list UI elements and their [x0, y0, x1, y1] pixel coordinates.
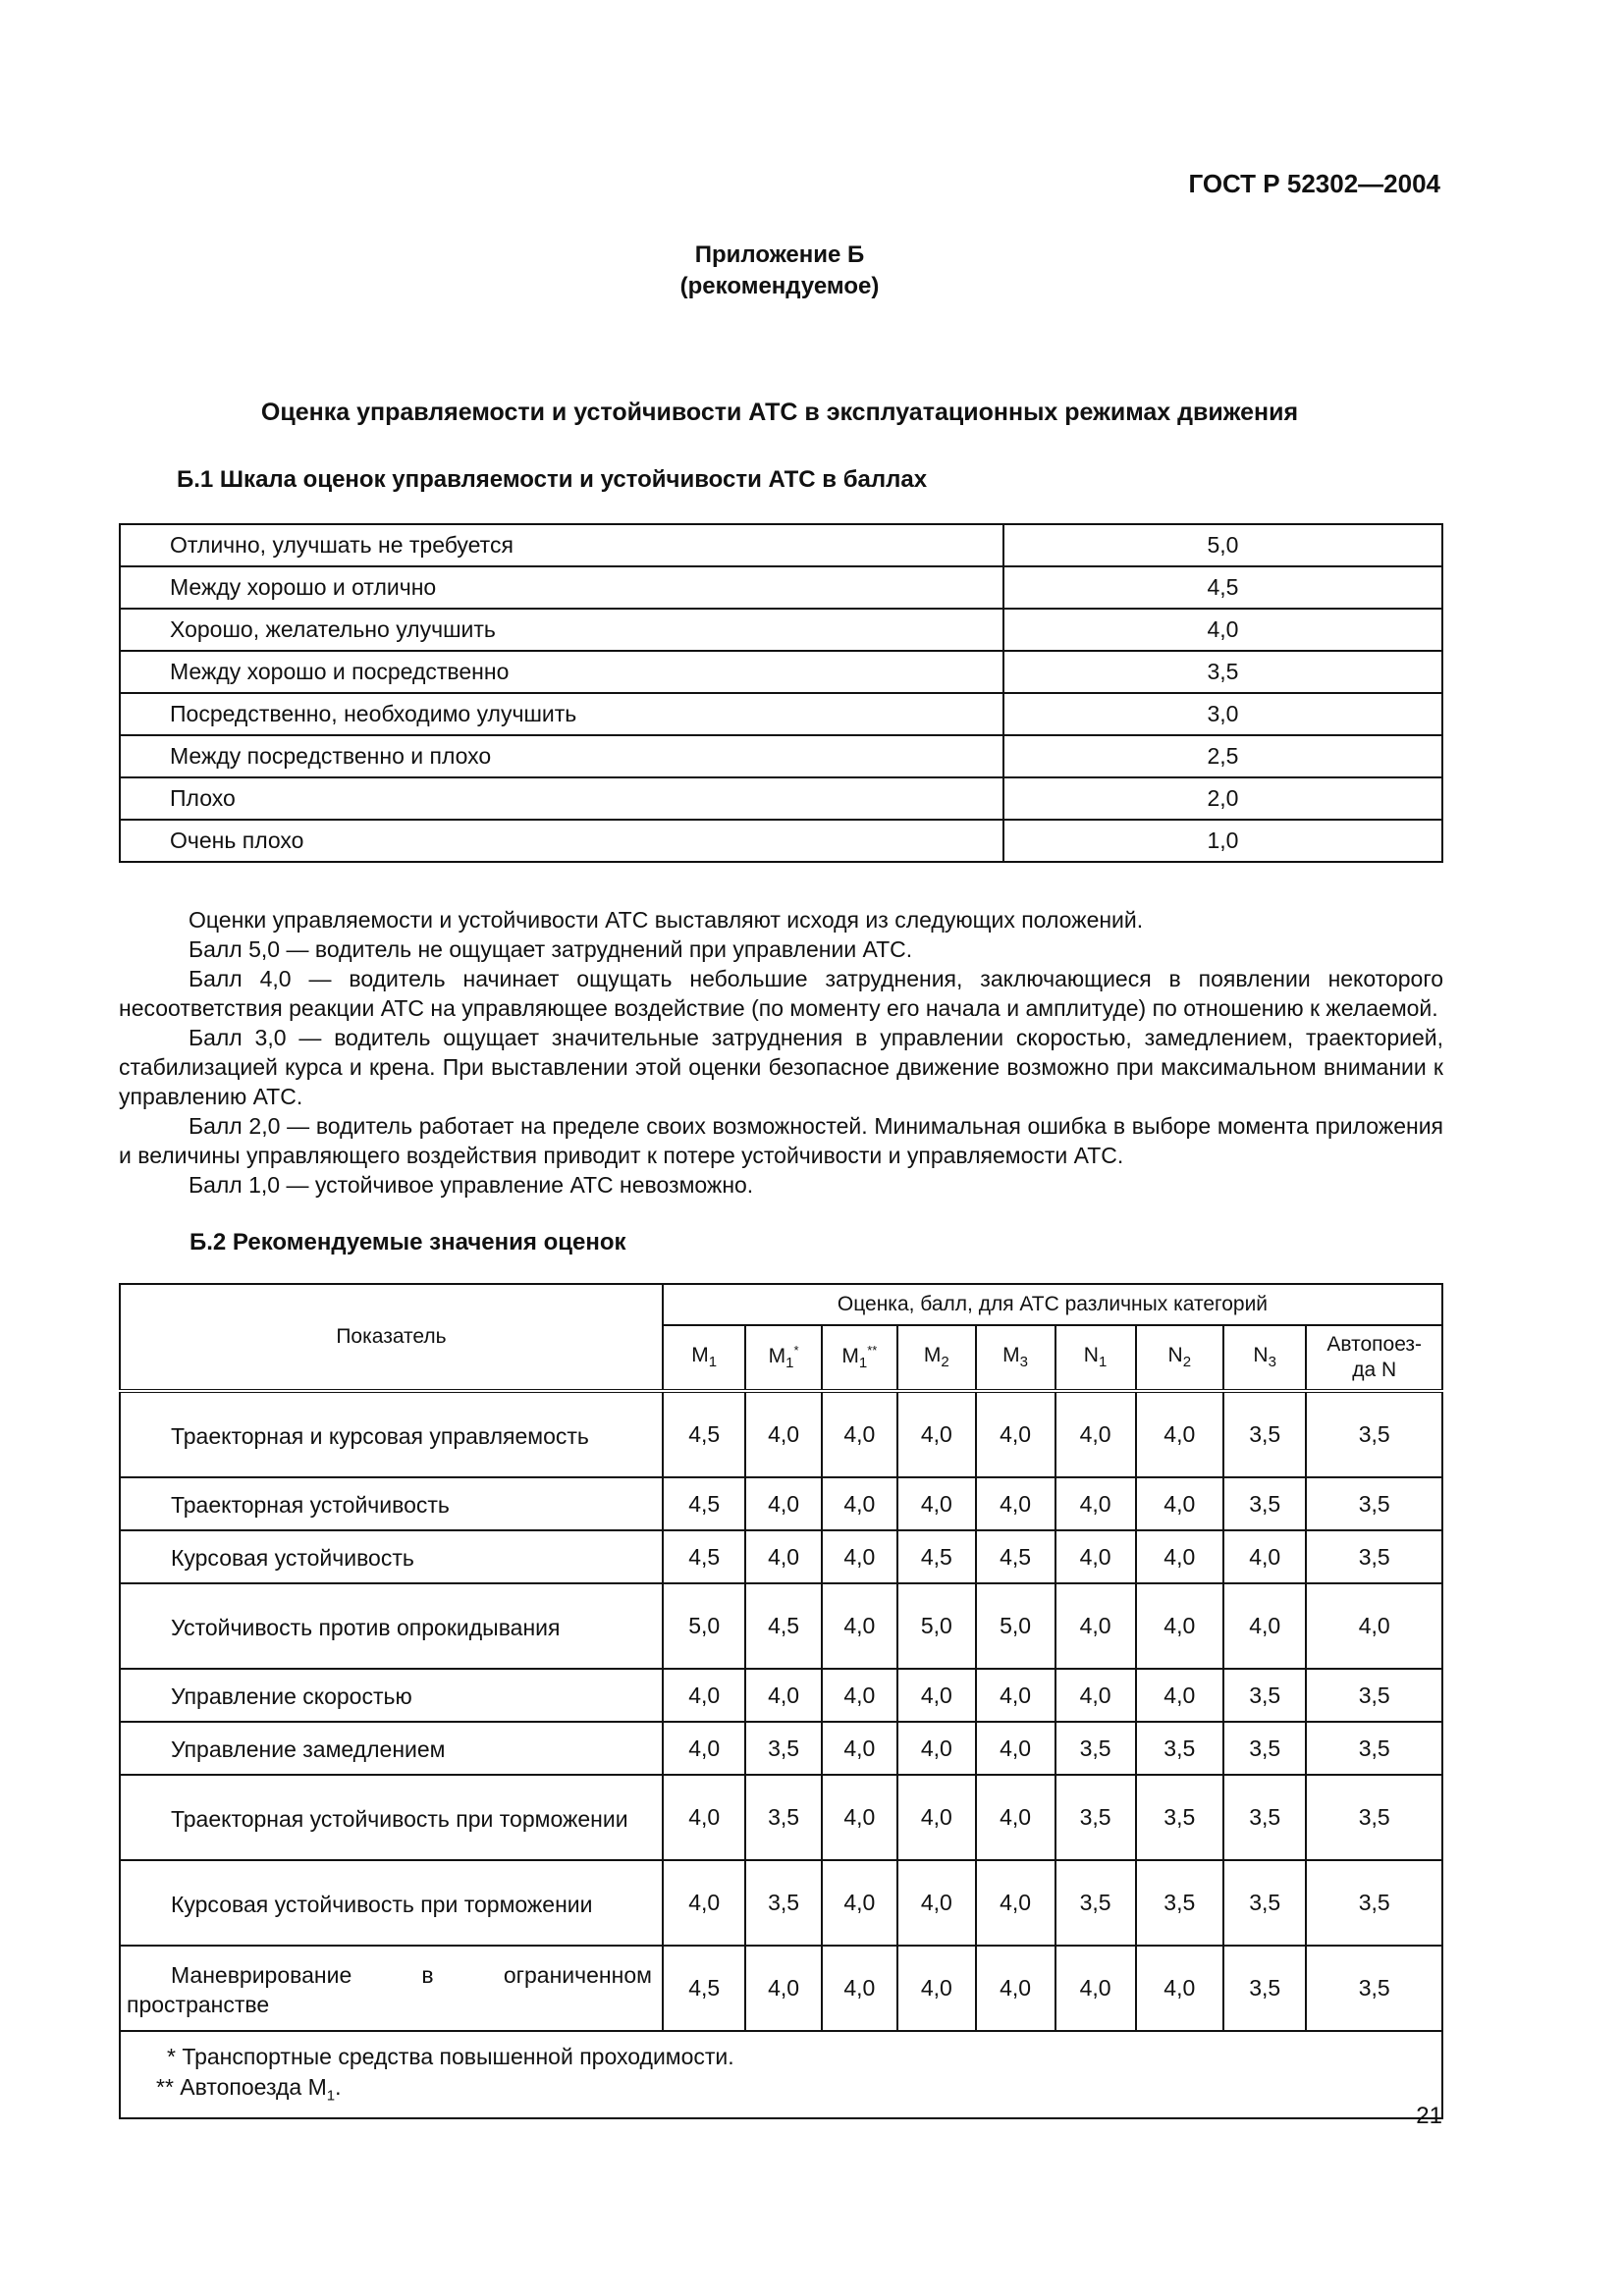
scale-row [120, 524, 1442, 566]
footnote-subscript: 1 [326, 2087, 336, 2105]
table-row [120, 1583, 1442, 1669]
score-cell: 4,5 [663, 1391, 746, 1477]
scale-value: 1,0 [1003, 820, 1442, 862]
rating-scale-table [119, 523, 1443, 863]
score-cell: 4,0 [897, 1477, 976, 1530]
category-subscript: 2 [1182, 1354, 1192, 1371]
score-cell: 4,0 [1306, 1583, 1442, 1669]
indicator-label: Траекторная устойчивость при торможении [171, 1805, 628, 1832]
score-cell: 3,5 [1306, 1775, 1442, 1860]
score-cell: 4,0 [1055, 1530, 1136, 1583]
score-cell: 4,0 [663, 1860, 746, 1946]
score-cell: 4,0 [663, 1775, 746, 1860]
score-cell: 3,5 [1223, 1391, 1307, 1477]
category-header: $N_1$ [1055, 1325, 1136, 1391]
indicator-cell [120, 1722, 663, 1775]
score-cell: 4,0 [976, 1860, 1055, 1946]
score-cell: 4,0 [822, 1946, 897, 2031]
indicator-cell [120, 1946, 663, 2031]
main-title: Оценка управляемости и устойчивости АТС в эксплуатационных режимах движения [260, 399, 1299, 426]
paragraph: Оценки управляемости и устойчивости АТС выставляют исходя из следующих положений. [189, 907, 1144, 933]
recommended-values-table [119, 1283, 1443, 2119]
score-cell: 4,0 [1136, 1477, 1223, 1530]
indicator-label: Управление замедлением [171, 1736, 446, 1762]
scale-label: Между посредственно и плохо [120, 735, 1003, 777]
score-cell: 4,0 [822, 1860, 897, 1946]
footnote-2: ** Автопоезда $M_1$. [156, 2074, 342, 2105]
scale-row [120, 693, 1442, 735]
score-cell: 4,0 [745, 1669, 821, 1722]
score-cell: 3,5 [745, 1860, 821, 1946]
paragraph: Балл 4,0 — водитель начинает ощущать небольшие затруднения, заключающиеся в появлении некоторого несоответствия реакции АТС на управляющее воздействие (по моменту его начала и амплитуде) по отношению к желаемой. [119, 966, 1443, 1021]
table-row [120, 1477, 1442, 1530]
score-cell: 3,5 [1223, 1477, 1307, 1530]
score-cell: 4,0 [1136, 1391, 1223, 1477]
category-header: $M_3$ [976, 1325, 1055, 1391]
score-cell: 4,0 [897, 1722, 976, 1775]
footnotes-cell [120, 2031, 1442, 2118]
category-subscript: 3 [1019, 1354, 1028, 1371]
appendix-heading [0, 240, 1559, 302]
table-row [120, 1946, 1442, 2031]
score-cell: 4,0 [976, 1669, 1055, 1722]
scale-row [120, 566, 1442, 609]
table-row [120, 1669, 1442, 1722]
indicator-label: Управление скоростью [171, 1683, 412, 1709]
score-cell: 4,0 [663, 1722, 746, 1775]
paragraph: Балл 3,0 — водитель ощущает значительные затруднения в управлении скоростью, замедлением, траекторией, стабилизацией курса и крена. При выставлении этой оценки безопасное движение возможно при максимальном внимании к управлению АТС. [119, 1025, 1443, 1109]
appendix-title: Приложение Б [694, 241, 865, 268]
score-cell: 3,5 [1223, 1860, 1307, 1946]
score-cell: 3,5 [1306, 1946, 1442, 2031]
score-cell: 4,0 [1136, 1583, 1223, 1669]
score-cell: 4,0 [897, 1860, 976, 1946]
score-cell: 3,5 [1055, 1860, 1136, 1946]
score-cell: 4,0 [745, 1391, 821, 1477]
score-cell: 3,5 [1223, 1946, 1307, 2031]
indicator-label: Траекторная устойчивость [171, 1492, 450, 1518]
footnote-1: * Транспортные средства повышенной проходимости. [167, 2044, 734, 2069]
road-train-header: Автопоез-да N [1306, 1325, 1442, 1391]
score-cell: 4,0 [745, 1477, 821, 1530]
category-subscript: 2 [941, 1354, 949, 1371]
indicator-label: Курсовая устойчивость [171, 1545, 414, 1571]
rating-explanation [119, 905, 1443, 1200]
scale-label: Отлично, улучшать не требуется [120, 524, 1003, 566]
score-cell: 4,0 [822, 1775, 897, 1860]
score-cell: 3,5 [1306, 1477, 1442, 1530]
footnotes-row [120, 2031, 1442, 2118]
scale-row [120, 777, 1442, 820]
section1-title: Б.1 Шкала оценок управляемости и устойчивости АТС в баллах [177, 466, 928, 493]
scale-label: Плохо [120, 777, 1003, 820]
score-cell: 4,0 [897, 1775, 976, 1860]
score-cell: 4,0 [976, 1477, 1055, 1530]
category-subscript: 1 [785, 1355, 794, 1372]
score-cell: 4,0 [822, 1669, 897, 1722]
score-cell: 4,5 [897, 1530, 976, 1583]
scale-label: Очень плохо [120, 820, 1003, 862]
score-cell: 3,5 [1136, 1722, 1223, 1775]
score-cell: 4,0 [897, 1669, 976, 1722]
score-cell: 4,0 [1136, 1530, 1223, 1583]
scale-label: Посредственно, необходимо улучшить [120, 693, 1003, 735]
scale-value: 5,0 [1003, 524, 1442, 566]
score-cell: 4,0 [976, 1946, 1055, 2031]
score-cell: 4,0 [976, 1722, 1055, 1775]
scale-label: Между хорошо и отлично [120, 566, 1003, 609]
score-cell: 4,5 [663, 1477, 746, 1530]
table-row [120, 1860, 1442, 1946]
score-cell: 4,0 [1055, 1477, 1136, 1530]
scale-row [120, 820, 1442, 862]
indicator-label: Устойчивость против опрокидывания [171, 1614, 561, 1640]
appendix-note: (рекомендуемое) [679, 273, 880, 299]
score-cell: 4,5 [976, 1530, 1055, 1583]
score-cell: 4,0 [976, 1391, 1055, 1477]
scale-row [120, 609, 1442, 651]
scale-row [120, 735, 1442, 777]
score-cell: 4,0 [1055, 1391, 1136, 1477]
scale-value: 3,5 [1003, 651, 1442, 693]
indicator-cell [120, 1530, 663, 1583]
score-cell: 4,0 [1055, 1583, 1136, 1669]
score-cell: 3,5 [1136, 1775, 1223, 1860]
score-cell: 4,0 [745, 1530, 821, 1583]
score-cell: 4,5 [663, 1946, 746, 2031]
scale-value: 4,0 [1003, 609, 1442, 651]
score-cell: 3,5 [745, 1722, 821, 1775]
table-row [120, 1530, 1442, 1583]
table-row [120, 1391, 1442, 1477]
score-cell: 3,5 [1306, 1530, 1442, 1583]
scale-value: 2,5 [1003, 735, 1442, 777]
score-cell: 4,0 [1223, 1530, 1307, 1583]
category-header: $M_1$ [663, 1325, 746, 1391]
score-cell: 3,5 [1306, 1860, 1442, 1946]
score-cell: 3,5 [745, 1775, 821, 1860]
score-cell: 3,5 [1223, 1669, 1307, 1722]
score-cell: 4,5 [663, 1530, 746, 1583]
score-cell: 3,5 [1136, 1860, 1223, 1946]
indicator-label: Маневрирование в ограниченном пространстве [127, 1961, 652, 2017]
category-subscript: 1 [858, 1355, 868, 1372]
category-header: $M_2$ [897, 1325, 976, 1391]
category-group-header: Оценка, балл, для АТС различных категорий [663, 1284, 1442, 1325]
indicator-cell [120, 1775, 663, 1860]
indicator-cell [120, 1860, 663, 1946]
document-code: ГОСТ Р 52302—2004 [1188, 169, 1440, 198]
score-cell: 4,0 [822, 1722, 897, 1775]
indicator-cell [120, 1477, 663, 1530]
scale-label: Хорошо, желательно улучшить [120, 609, 1003, 651]
score-cell: 3,5 [1223, 1775, 1307, 1860]
score-cell: 4,0 [1136, 1946, 1223, 2031]
score-cell: 5,0 [897, 1583, 976, 1669]
score-cell: 4,0 [1055, 1946, 1136, 2031]
indicator-header: Показатель [120, 1284, 663, 1391]
paragraph: Балл 2,0 — водитель работает на пределе своих возможностей. Минимальная ошибка в выборе момента приложения и величины управляющего воздействия приводит к потере устойчивости и управляемости АТС. [119, 1113, 1443, 1168]
score-cell: 4,0 [822, 1391, 897, 1477]
category-superscript: ** [867, 1343, 878, 1359]
score-cell: 4,0 [745, 1946, 821, 2031]
score-cell: 4,0 [1055, 1669, 1136, 1722]
scale-value: 4,5 [1003, 566, 1442, 609]
score-cell: 4,0 [822, 1477, 897, 1530]
score-cell: 4,0 [897, 1946, 976, 2031]
indicator-cell [120, 1583, 663, 1669]
scale-label: Между хорошо и посредственно [120, 651, 1003, 693]
score-cell: 4,0 [822, 1583, 897, 1669]
score-cell: 3,5 [1306, 1722, 1442, 1775]
score-cell: 3,5 [1306, 1669, 1442, 1722]
indicator-label: Траекторная и курсовая управляемость [171, 1422, 589, 1449]
score-cell: 4,5 [745, 1583, 821, 1669]
score-cell: 3,5 [1055, 1722, 1136, 1775]
score-cell: 3,5 [1306, 1391, 1442, 1477]
indicator-cell [120, 1391, 663, 1477]
score-cell: 4,0 [1136, 1669, 1223, 1722]
score-cell: 5,0 [976, 1583, 1055, 1669]
score-cell: 5,0 [663, 1583, 746, 1669]
indicator-cell [120, 1669, 663, 1722]
category-header: $N_2$ [1136, 1325, 1223, 1391]
category-subscript: 1 [708, 1354, 718, 1371]
score-cell: 3,5 [1055, 1775, 1136, 1860]
indicator-label: Курсовая устойчивость при торможении [171, 1891, 593, 1917]
section2-title: Б.2 Рекомендуемые значения оценок [189, 1229, 626, 1255]
category-header: $N_3$ [1223, 1325, 1307, 1391]
scale-value: 3,0 [1003, 693, 1442, 735]
score-cell: 4,0 [822, 1530, 897, 1583]
category-subscript: 3 [1268, 1354, 1276, 1371]
scale-row [120, 651, 1442, 693]
score-cell: 4,0 [976, 1775, 1055, 1860]
score-cell: 3,5 [1223, 1722, 1307, 1775]
category-subscript: 1 [1098, 1354, 1108, 1371]
paragraph: Балл 1,0 — устойчивое управление АТС невозможно. [189, 1172, 754, 1198]
score-cell: 4,0 [897, 1391, 976, 1477]
table-row [120, 1775, 1442, 1860]
paragraph: Балл 5,0 — водитель не ощущает затруднений при управлении АТС. [189, 936, 913, 962]
category-superscript: * [793, 1343, 799, 1359]
category-header: $M_1^{**}$ [822, 1325, 897, 1391]
score-cell: 4,0 [1223, 1583, 1307, 1669]
page-number: 21 [1416, 2103, 1442, 2129]
score-cell: 4,0 [663, 1669, 746, 1722]
scale-value: 2,0 [1003, 777, 1442, 820]
table-row [120, 1722, 1442, 1775]
category-header: $M_1^*$ [745, 1325, 821, 1391]
